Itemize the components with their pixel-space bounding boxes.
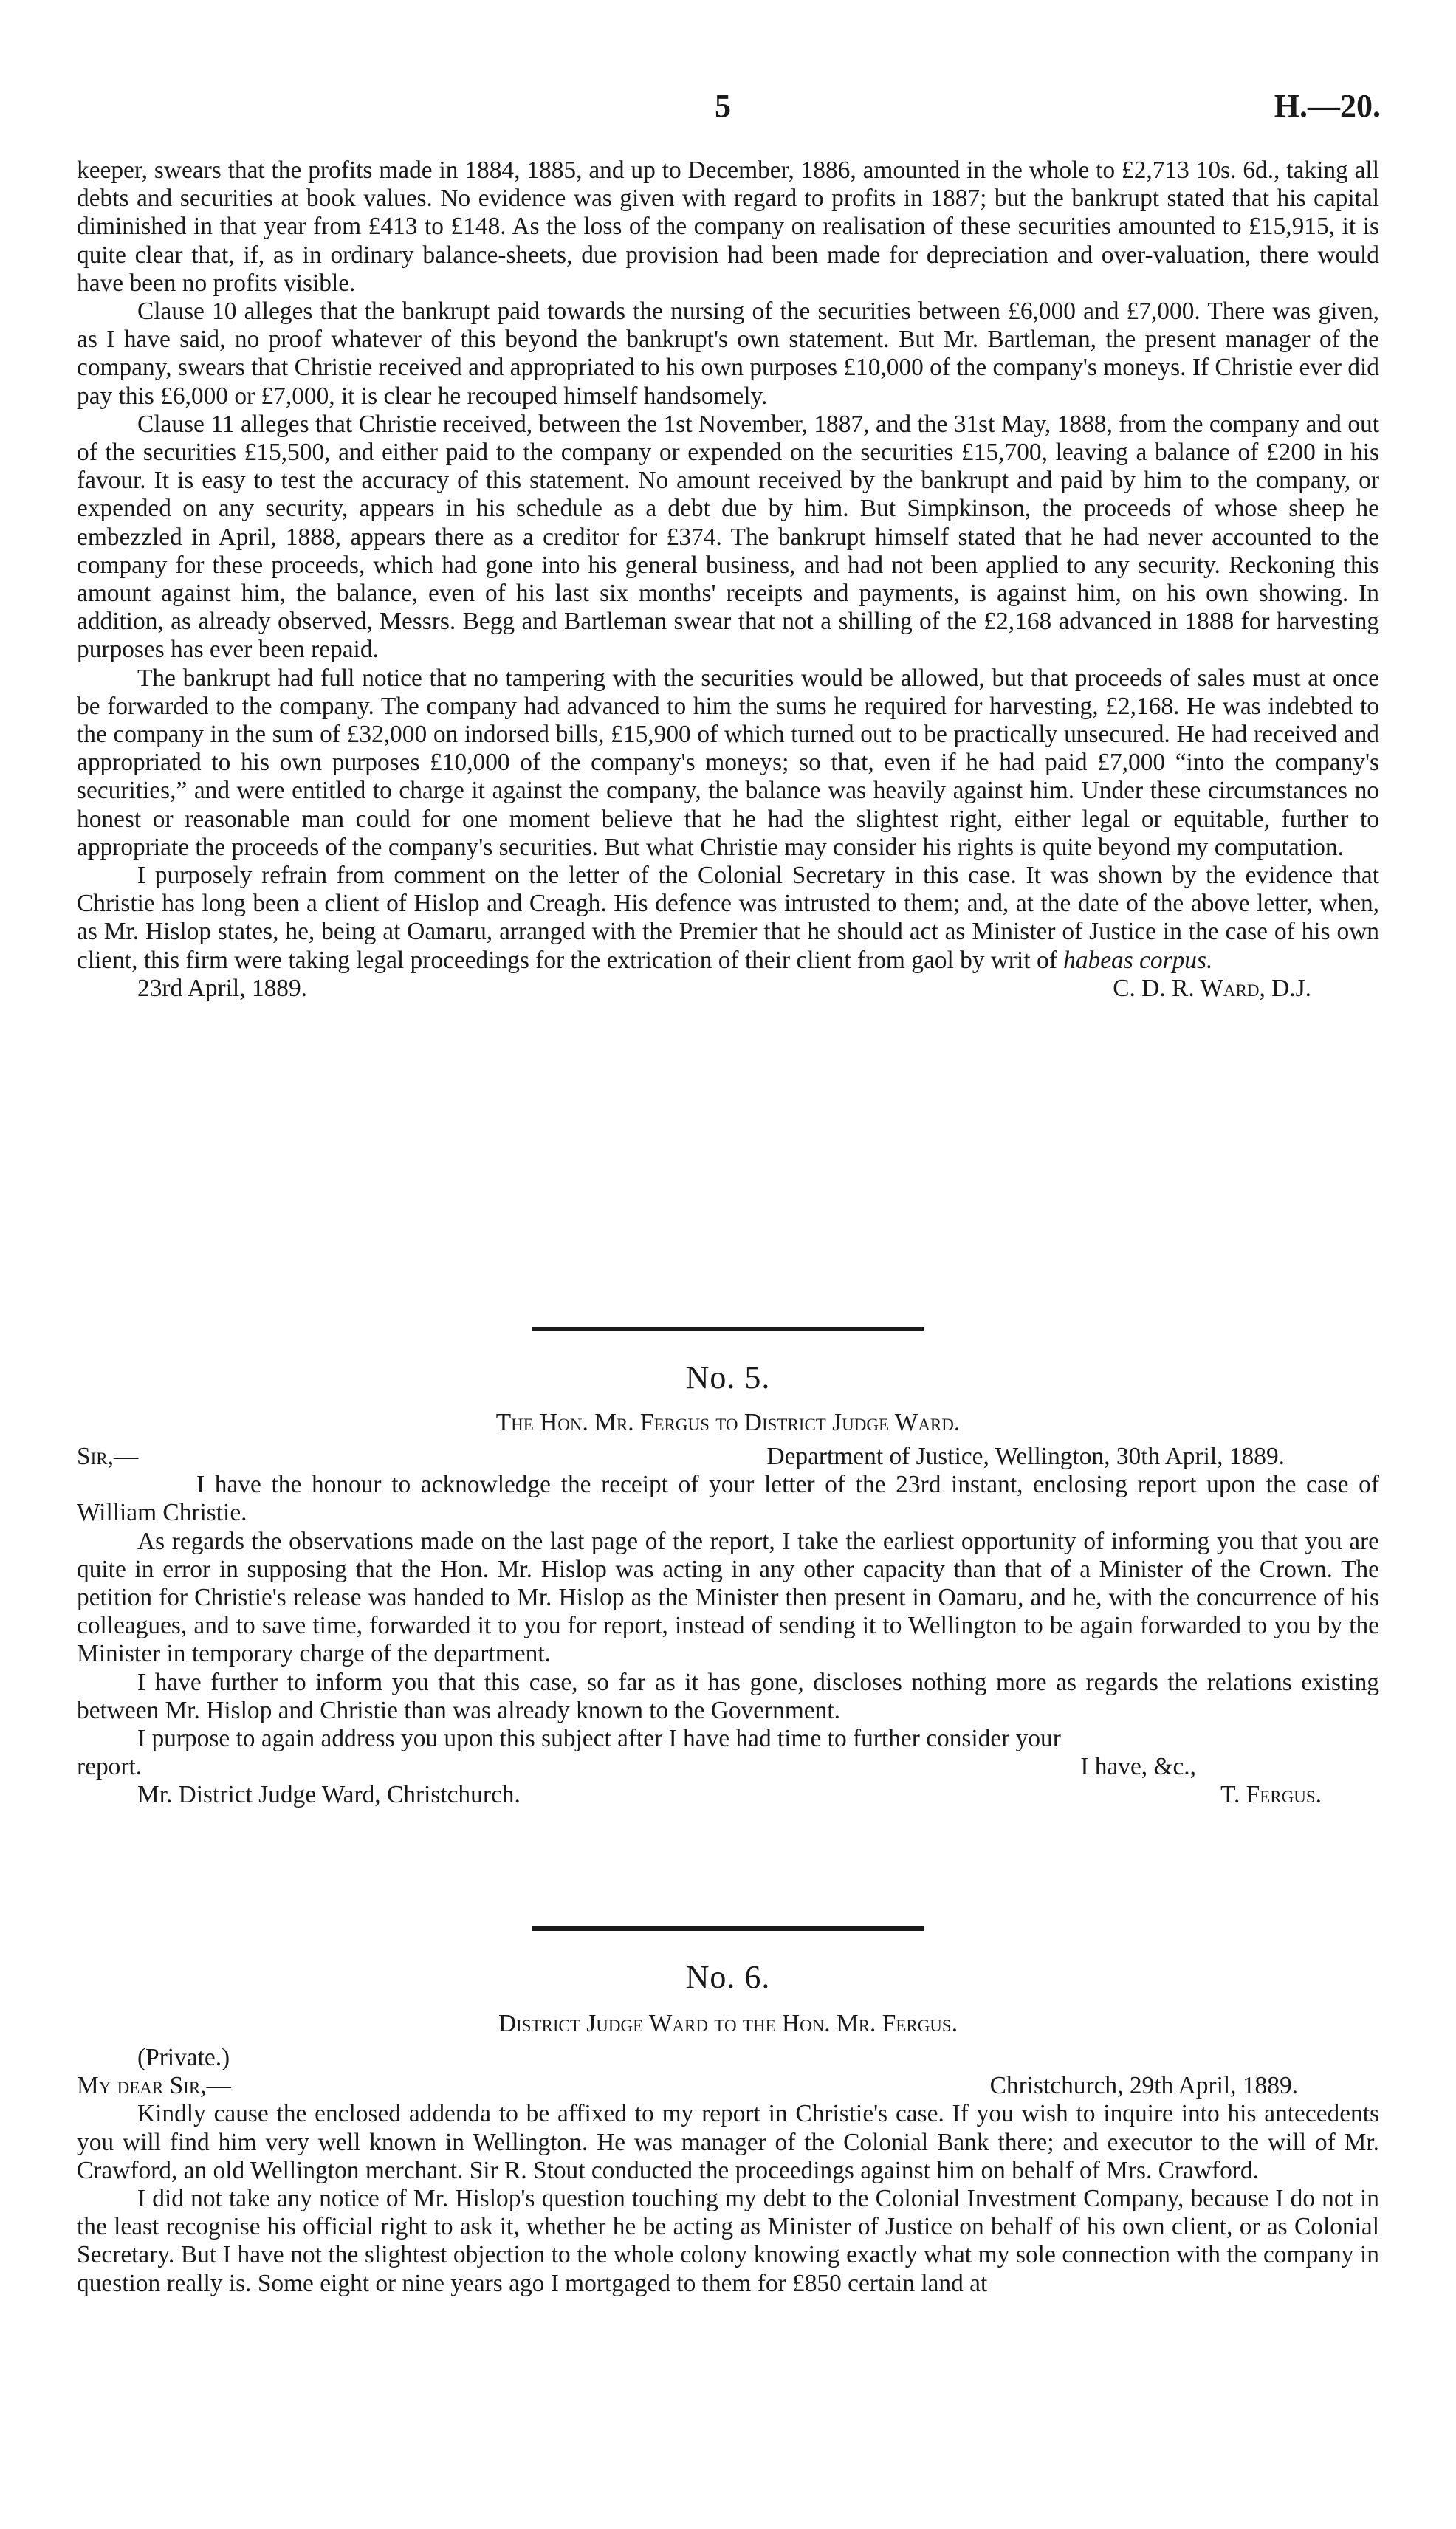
letter-no5 [77,1443,1379,1810]
page-number: 5 [715,88,731,124]
italic-phrase: habeas corpus. [1063,946,1213,974]
closing-row [77,1753,1379,1781]
paragraph: Clause 11 alleges that Christie received, between the 1st November, 1887, and the 31st May, 1888, from the company and out of the securities £15,500, and either paid to the company or expended on the securities £15,700, leaving a balance of £200 in his favour. It is easy to test the accuracy of this statement. No amount received by the bankrupt and paid by him to the company, or expended on any security, appears in his schedule as a debt due by him. But Simpkinson, the proceeds of whose sheep he embezzled in April, 1888, appears there as a creditor for £374. The bankrupt himself stated that he had never accounted to the company for these proceeds, which had gone into his general business, and had not been applied to any security. Reckoning this amount against him, the balance, even of his last six months' receipts and payments, is against him, on his own showing. In addition, as already observed, Messrs. Begg and Bartleman swear that not a shilling of the £2,168 advanced in 1888 for harvesting purposes has ever been repaid. [77,410,1379,664]
salutation: Sir,— [77,1443,139,1470]
salutation-row [77,1443,1379,1471]
document-reference: H.—20. [1274,88,1381,124]
section-divider [532,1926,924,1931]
letter-address: Christchurch, 29th April, 1889. [989,2072,1298,2100]
report-date: 23rd April, 1889. [137,974,308,1002]
paragraph: I did not take any notice of Mr. Hislop's question touching my debt to the Colonial Investment Company, because I do not in the least recognise his official right to ask it, whether he be acting as Minister of Justice on behalf of his own client, or as Colonial Secretary. But I have not the slightest objection to the whole colony knowing exactly what my sole connection with the company in question really is. Some eight or nine years ago I mortgaged to them for £850 certain land at [77,2185,1379,2297]
paragraph: Kindly cause the enclosed addenda to be affixed to my report in Christie's case. If you wish to inquire into his antecedents you will find him very well known in Wellington. He was manager of the Colonial Bank there; and executor to the will of Mr. Crawford, an old Wellington merchant. Sir R. Stout conducted the proceedings against him on behalf of Mrs. Crawford. [77,2100,1379,2184]
private-marking: (Private.) [137,2044,230,2071]
section-title-no5: No. 5. [685,1359,771,1396]
paragraph: Clause 10 alleges that the bankrupt paid towards the nursing of the securities between £6,000 and £7,000. There was given, as I have said, no proof whatever of this beyond the bankrupt's own statement. But Mr. Bartleman, the present manager of the company, swears that Christie received and appropriated to his own purposes £10,000 of the company's moneys. If Christie ever did pay this £6,000 or £7,000, it is clear he recouped himself handsomely. [77,298,1379,410]
letter-address: Department of Justice, Wellington, 30th April, 1889. [766,1443,1285,1470]
paragraph: I have the honour to acknowledge the receipt of your letter of the 23rd instant, enclosing report upon the case of William Christie. [77,1471,1379,1527]
paragraph: As regards the observations made on the last page of the report, I take the earliest opportunity of informing you that you are quite in error in supposing that the Hon. Mr. Hislop was acting in any other capacity than that of a Minister of the Crown. The petition for Christie's release was handed to Mr. Hislop as the Minister then present in Oamaru, and he, with the concurrence of his colleagues, and to save time, forwarded it to you for report, instead of sending it to Wellington to be again forwarded to you by the Minister in temporary charge of the department. [77,1527,1379,1668]
paragraph: I purpose to again address you upon this subject after I have had time to further consider your [137,1725,1061,1753]
paragraph: I have further to inform you that this case, so far as it has gone, discloses nothing more as regards the relations existing between Mr. Hislop and Christie than was already known to the Government. [77,1668,1379,1724]
report-continuation [77,157,1379,1003]
letter-no6 [77,2044,1379,2298]
section-title-no6: No. 6. [685,1959,771,1995]
report-signature: C. D. R. Ward, D.J. [1113,974,1311,1002]
paragraph [77,862,1379,975]
paragraph-text: I purposely refrain from comment on the letter of the Colonial Secretary in this case. It was shown by the evidence that Christie has long been a client of Hislop and Creagh. His defence was intrusted to them; and, at the date of the above letter, when, as Mr. Hislop states, he, being at Oamaru, arranged with the Premier that he should act as Minister of Justice in the case of his own client, this firm were taking legal proceedings for the extrication of their client from gaol by writ of [77,862,1379,974]
letter-closing: I have, &c., [1080,1753,1196,1781]
salutation-row [77,2072,1379,2100]
dateline-row [77,975,1379,1003]
paragraph: keeper, swears that the profits made in 1884, 1885, and up to December, 1886, amounted in the whole to £2,713 10s. 6d., taking all debts and securities at book values. No evidence was given with regard to profits in 1887; but the bankrupt stated that his capital diminished in that year from £413 to £148. As the loss of the company on realisation of these securities amounted to £15,915, it is quite clear that, if, as in ordinary balance-sheets, due provision had been made for depreciation and over-valuation, there would have been no profits visible. [77,157,1379,297]
salutation: My dear Sir,— [77,2072,231,2100]
paragraph-end: report. [77,1753,142,1781]
paragraph: The bankrupt had full notice that no tampering with the securities would be allowed, but that proceeds of sales must at once be forwarded to the company. The company had advanced to him the sums he required for harvesting, £2,168. He was indebted to the company in the sum of £32,000 on indorsed bills, £15,900 of which turned out to be practically unsecured. He had received and appropriated to his own purposes £10,000 of the company's moneys; so that, even if he had paid £7,000 “into the company's securities,” and were entitled to charge it against the company, the balance was heavily against him. Under these circumstances no honest or reasonable man could for one moment believe that he had the slightest right, either legal or equitable, further to appropriate the proceeds of the company's securities. But what Christie may consider his rights is quite beyond my computation. [77,664,1379,861]
section-divider [532,1327,924,1331]
signature-row [77,1781,1379,1809]
letter-signature: T. Fergus. [1220,1781,1322,1809]
letter-recipient: Mr. District Judge Ward, Christchurch. [137,1781,521,1809]
section-subtitle-no6: District Judge Ward to the Hon. Mr. Fergus. [498,2010,958,2037]
section-subtitle-no5: The Hon. Mr. Fergus to District Judge Ward. [495,1409,961,1436]
